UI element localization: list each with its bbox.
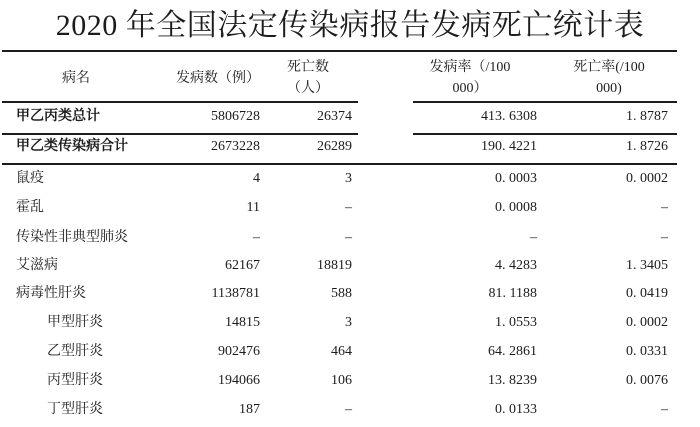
rule-under-subtotal-row <box>2 163 677 165</box>
table-row <box>0 198 677 218</box>
cases-cell: 2673228 <box>211 139 260 154</box>
incidence-rate-cell: 64. 2861 <box>488 344 537 359</box>
rule-under-total-row-right <box>413 133 677 135</box>
table-row <box>0 228 677 248</box>
cases-cell: 5806728 <box>211 109 260 124</box>
mortality-rate-cell: 0. 0076 <box>626 373 668 388</box>
header-cases: 发病数（例） <box>176 71 260 86</box>
mortality-rate-cell: 1. 8787 <box>626 109 668 124</box>
disease-name-cell: 病毒性肝炎 <box>16 286 86 301</box>
header-incidence-rate-line2: 000） <box>452 81 488 96</box>
header-mortality-rate-line2: 000) <box>596 81 622 96</box>
disease-name-cell: 甲乙类传染病合计 <box>16 139 128 154</box>
deaths-cell: 106 <box>331 373 352 388</box>
table-row <box>0 371 677 391</box>
deaths-cell: – <box>345 402 352 417</box>
header-deaths <box>262 57 354 99</box>
incidence-rate-cell: 0. 0008 <box>495 200 537 215</box>
incidence-rate-cell: 0. 0003 <box>495 171 537 186</box>
rule-under-title <box>2 50 677 52</box>
incidence-rate-cell: 413. 6308 <box>481 109 537 124</box>
disease-name-cell: 鼠疫 <box>16 171 44 186</box>
disease-name-cell: 甲型肝炎 <box>47 315 103 330</box>
header-mortality-rate-line1: 死亡率(/100 <box>573 60 645 75</box>
header-mortality-rate <box>539 57 679 99</box>
cases-cell: 187 <box>239 402 260 417</box>
deaths-cell: 464 <box>331 344 352 359</box>
cases-cell: 62167 <box>225 258 260 273</box>
cases-cell: 902476 <box>218 344 260 359</box>
table-row <box>0 342 677 362</box>
header-incidence-rate <box>400 57 540 99</box>
table-row <box>0 256 677 276</box>
disease-name-cell: 丁型肝炎 <box>47 402 103 417</box>
disease-name-cell: 传染性非典型肺炎 <box>16 230 128 245</box>
mortality-rate-cell: 1. 8726 <box>626 139 668 154</box>
incidence-rate-cell: 190. 4221 <box>481 139 537 154</box>
deaths-cell: 18819 <box>317 258 352 273</box>
header-deaths-line2: （人） <box>287 81 329 96</box>
table-row <box>0 107 677 127</box>
rule-under-header-right <box>413 101 677 103</box>
mortality-rate-cell: 1. 3405 <box>626 258 668 273</box>
table-row <box>0 400 677 420</box>
table-row <box>0 169 677 189</box>
incidence-rate-cell: 4. 4283 <box>495 258 537 273</box>
rule-under-total-row-left <box>2 133 358 135</box>
disease-name-cell: 霍乱 <box>16 200 44 215</box>
header-incidence-rate-line1: 发病率（/100 <box>429 60 511 75</box>
mortality-rate-cell: – <box>661 402 668 417</box>
deaths-cell: 3 <box>345 171 352 186</box>
cases-cell: – <box>253 230 260 245</box>
table-row <box>0 284 677 304</box>
cases-cell: 11 <box>246 200 260 215</box>
deaths-cell: 26374 <box>317 109 352 124</box>
mortality-rate-cell: 0. 0331 <box>626 344 668 359</box>
mortality-rate-cell: 0. 0002 <box>626 315 668 330</box>
header-disease-name: 病名 <box>62 71 90 86</box>
incidence-rate-cell: – <box>530 230 537 245</box>
incidence-rate-cell: 1. 0553 <box>495 315 537 330</box>
deaths-cell: – <box>345 230 352 245</box>
cases-cell: 4 <box>253 171 260 186</box>
cases-cell: 1138781 <box>211 286 260 301</box>
mortality-rate-cell: 0. 0002 <box>626 171 668 186</box>
mortality-rate-cell: 0. 0419 <box>626 286 668 301</box>
deaths-cell: 3 <box>345 315 352 330</box>
disease-name-cell: 丙型肝炎 <box>47 373 103 388</box>
cases-cell: 14815 <box>225 315 260 330</box>
mortality-rate-cell: – <box>661 230 668 245</box>
rule-under-header-left <box>2 101 358 103</box>
table-row <box>0 137 677 157</box>
disease-name-cell: 艾滋病 <box>16 258 58 273</box>
incidence-rate-cell: 0. 0133 <box>495 402 537 417</box>
disease-name-cell: 乙型肝炎 <box>47 344 103 359</box>
deaths-cell: 26289 <box>317 139 352 154</box>
mortality-rate-cell: – <box>661 200 668 215</box>
disease-name-cell: 甲乙丙类总计 <box>16 109 100 124</box>
table-row <box>0 313 677 333</box>
page-title: 2020 年全国法定传染病报告发病死亡统计表 <box>55 9 645 42</box>
incidence-rate-cell: 81. 1188 <box>488 286 537 301</box>
cases-cell: 194066 <box>218 373 260 388</box>
deaths-cell: 588 <box>331 286 352 301</box>
header-deaths-line1: 死亡数 <box>287 60 329 75</box>
deaths-cell: – <box>345 200 352 215</box>
incidence-rate-cell: 13. 8239 <box>488 373 537 388</box>
